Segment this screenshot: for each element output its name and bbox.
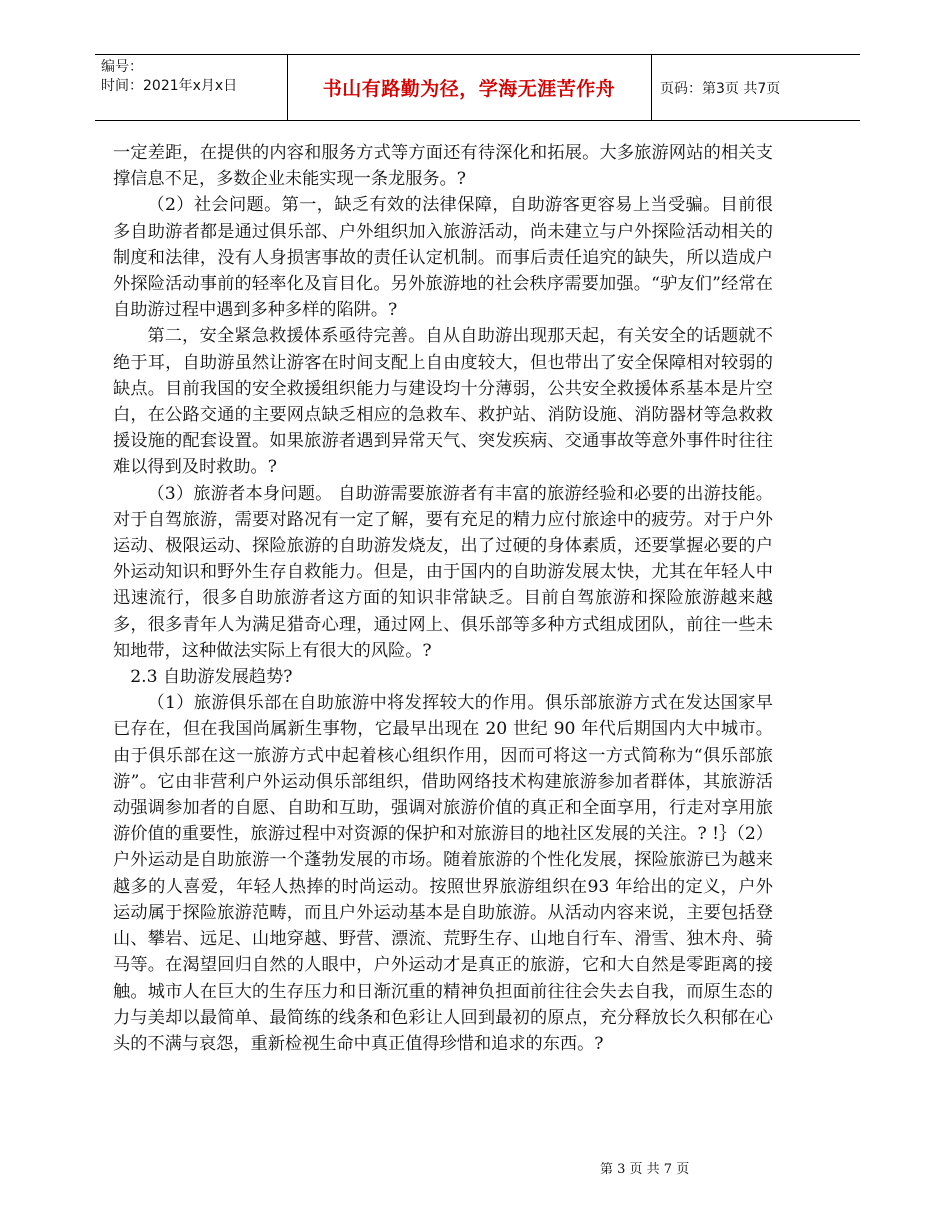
paragraph: 一定差距，在提供的内容和服务方式等方面还有待深化和拓展。大多旅游网站的相关支撑信息不足，多数企业未能实现一条龙服务。?	[113, 143, 773, 190]
header-top-rule	[95, 54, 860, 55]
header-divider-right	[651, 54, 652, 121]
number-label: 编号：	[101, 59, 143, 75]
page-header	[95, 54, 860, 121]
section-heading: 2.3 自助游发展趋势?	[130, 667, 293, 688]
time-label: 时间：2021年x月x日	[101, 78, 238, 94]
paragraph: （3）旅游者本身问题。 自助游需要旅游者有丰富的旅游经验和必要的出游技能。对于自驾旅游，需要对路况有一定了解，要有充足的精力应付旅途中的疲劳。对于户外运动、极限运动、探险旅游的自助游发烧友，出了过硬的身体素质，还要掌握必要的户外运动知识和野外生存自救能力。但是，由于国内的自助游发展太快，尤其在年轻人中迅速流行，很多自助旅游者这方面的知识非常缺乏。目前自驾旅游和探险旅游越来越多，很多青年人为满足猎奇心理，通过网上、俱乐部等多种方式组成团队，前往一些未知地带，这种做法实际上有很大的风险。?	[113, 483, 773, 661]
header-page-label: 页码：第3页 共7页	[660, 81, 781, 97]
paragraph: （2）社会问题。第一，缺乏有效的法律保障，自助游客更容易上当受骗。目前很多自助游者都是通过俱乐部、户外组织加入旅游活动，尚未建立与户外探险活动相关的制度和法律，没有人身损害事故的责任认定机制。而事后责任追究的缺失，所以造成户外探险活动事前的轻率化及盲目化。另外旅游地的社会秩序需要加强。“驴友们”经常在自助游过程中遇到多种多样的陷阱。?	[113, 195, 773, 321]
paragraph: （1）旅游俱乐部在自助旅游中将发挥较大的作用。俱乐部旅游方式在发达国家早已存在，但在我国尚属新生事物，它最早出现在 20 世纪 90 年代后期国内大中城市。由于俱乐部在这一旅游方式中起着核心组织作用，因而可将这一方式简称为“俱乐部旅游”。它由非营利户外运动俱乐部组织，借助网络技术构建旅游参加者群体，其旅游活动强调参加者的自愿、自助和互助，强调对旅游价值的真正和全面享用，行走对享用旅游价值的重要性，旅游过程中对资源的保护和对旅游目的地社区发展的关注。? !｝（2）户外运动是自助旅游一个蓬勃发展的市场。随着旅游的个性化发展，探险旅游已为越来越多的人喜爱，年轻人热捧的时尚运动。按照世界旅游组织在93 年给出的定义，户外运动属于探险旅游范畴，而且户外运动基本是自助旅游。从活动内容来说，主要包括登山、攀岩、远足、山地穿越、野营、漂流、荒野生存、山地自行车、滑雪、独木舟、骑马等。在渴望回归自然的人眼中，户外运动才是真正的旅游，它和大自然是零距离的接触。城市人在巨大的生存压力和日渐沉重的精神负担面前往往会失去自我，而原生态的力与美却以最简单、最简练的线条和色彩让人回到最初的原点，充分释放长久积郁在心头的不满与哀怨，重新检视生命中真正值得珍惜和追求的东西。?	[113, 693, 773, 1054]
paragraph: 第二，安全紧急救援体系亟待完善。自从自助游出现那天起，有关安全的话题就不绝于耳，自助游虽然让游客在时间支配上自由度较大，但也带出了安全保障相对较弱的缺点。目前我国的安全救援组织能力与建设均十分薄弱，公共安全救援体系基本是片空白，在公路交通的主要网点缺乏相应的急救车、救护站、消防设施、消防器材等急救救援设施的配套设置。如果旅游者遇到异常天气、突发疾病、交通事故等意外事件时往往难以得到及时救助。?	[113, 326, 773, 478]
header-bottom-rule	[95, 120, 860, 121]
header-motto: 书山有路勤为径，学海无涯苦作舟	[322, 78, 616, 100]
page-footer: 第 3 页 共 7 页	[600, 1162, 690, 1177]
header-meta	[101, 58, 237, 96]
document-body	[113, 140, 773, 1057]
